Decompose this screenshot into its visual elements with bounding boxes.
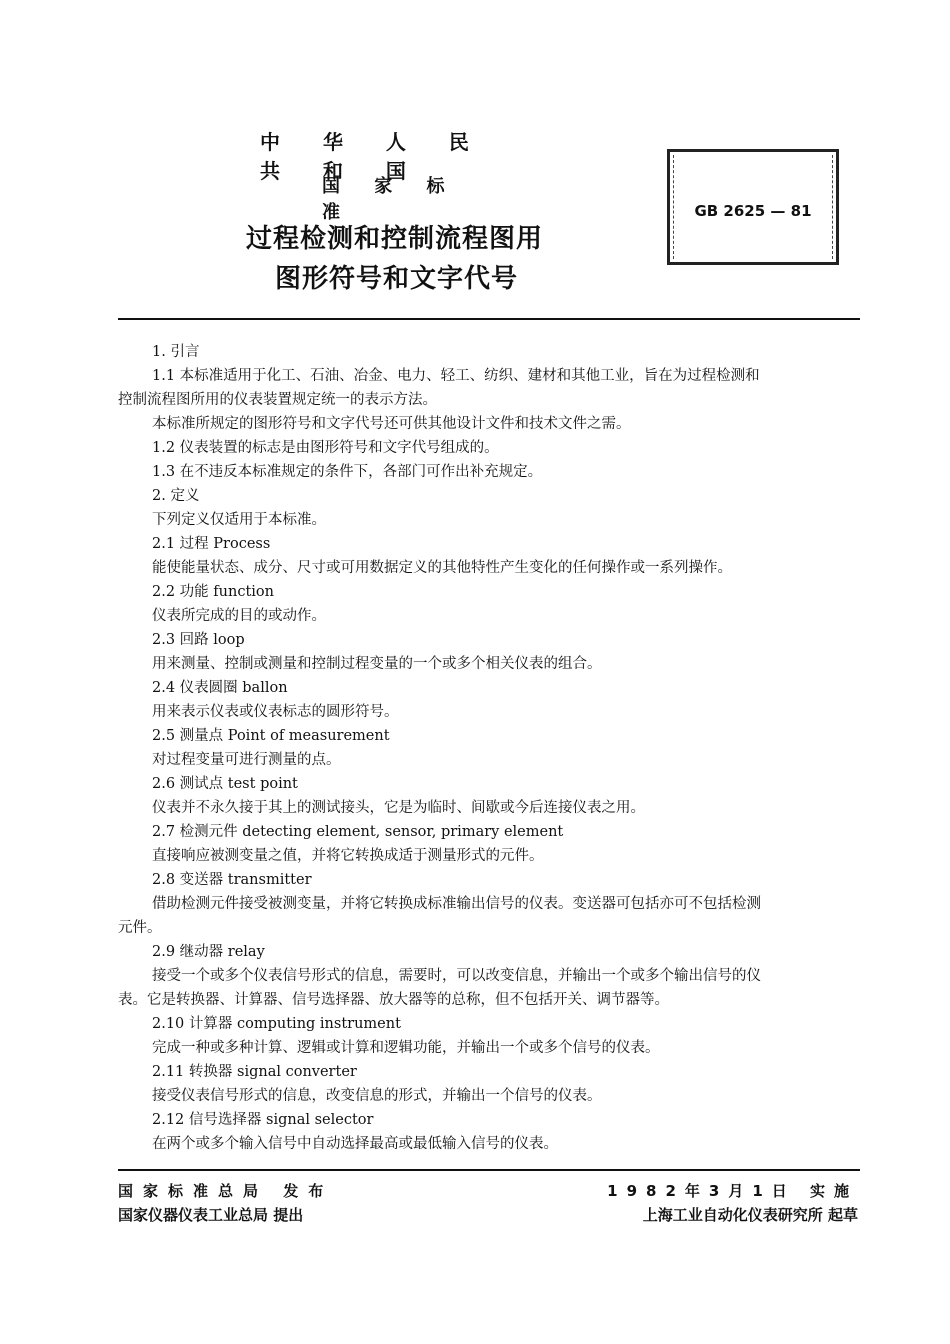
body-line: 用来测量、控制或测量和控制过程变量的一个或多个相关仪表的组合。 — [152, 656, 602, 672]
body-line: 1.3 在不违反本标准规定的条件下，各部门可作出补充规定。 — [152, 464, 543, 480]
body-line: 表。它是转换器、计算器、信号选择器、放大器等的总称，但不包括开关、调节器等。 — [118, 992, 669, 1008]
document-title-line2: 图形符号和文字代号 — [275, 264, 519, 294]
body-line: 2.12 信号选择器 signal selector — [152, 1112, 374, 1128]
body-line: 接受仪表信号形式的信息，改变信息的形式，并输出一个信号的仪表。 — [152, 1088, 602, 1104]
header-divider — [118, 318, 860, 320]
standard-code: GB 2625 — 81 — [694, 202, 812, 220]
body-line: 1.1 本标准适用于化工、石油、冶金、电力、轻工、纺织、建材和其他工业，旨在为过程检测和 — [152, 368, 760, 384]
body-line: 2.9 继动器 relay — [152, 944, 265, 960]
body-line: 2.11 转换器 signal converter — [152, 1064, 357, 1080]
body-line: 用来表示仪表或仪表标志的圆形符号。 — [152, 704, 399, 720]
body-line: 借助检测元件接受被测变量，并将它转换成标准输出信号的仪表。变送器可包括亦可不包括检测 — [152, 896, 761, 912]
body-line: 能使能量状态、成分、尺寸或可用数据定义的其他特性产生变化的任何操作或一系列操作。 — [152, 560, 732, 576]
body-line: 2.4 仪表圆圈 ballon — [152, 680, 288, 696]
standard-code-box — [667, 149, 839, 265]
body-line: 本标准所规定的图形符号和文字代号还可供其他设计文件和技术文件之需。 — [152, 416, 631, 432]
document-body — [118, 340, 862, 1156]
body-line: 对过程变量可进行测量的点。 — [152, 752, 341, 768]
body-line: 完成一种或多种计算、逻辑或计算和逻辑功能，并输出一个或多个信号的仪表。 — [152, 1040, 660, 1056]
body-line: 1. 引言 — [152, 344, 200, 360]
drafter: 上海工业自动化仪表研究所 起草 — [642, 1206, 858, 1224]
body-line: 2.7 检测元件 detecting element, sensor, primary element — [152, 824, 564, 840]
body-line: 元件。 — [118, 920, 162, 936]
body-line: 2.8 变送器 transmitter — [152, 872, 312, 888]
proposer: 国家仪器仪表工业总局 提出 — [118, 1206, 304, 1224]
country-name: 中 华 人 民 共 和 国 — [260, 130, 487, 183]
effective-date: 1982年3月1日 实施 — [607, 1182, 858, 1200]
body-line: 直接响应被测变量之值，并将它转换成适于测量形式的元件。 — [152, 848, 544, 864]
issuer: 国家标准总局 发布 — [118, 1182, 334, 1200]
body-line: 仪表并不永久接于其上的测试接头，它是为临时、间歇或今后连接仪表之用。 — [152, 800, 645, 816]
body-line: 控制流程图所用的仪表装置规定统一的表示方法。 — [118, 392, 437, 408]
body-line: 接受一个或多个仪表信号形式的信息，需要时，可以改变信息，并输出一个或多个输出信号的仪 — [152, 968, 761, 984]
body-line: 下列定义仅适用于本标准。 — [152, 512, 326, 528]
document-title-line1: 过程检测和控制流程图用 — [246, 224, 544, 254]
body-line: 仪表所完成的目的或动作。 — [152, 608, 326, 624]
body-line: 2.10 计算器 computing instrument — [152, 1016, 401, 1032]
body-line: 在两个或多个输入信号中自动选择最高或最低输入信号的仪表。 — [152, 1136, 558, 1152]
body-line: 2.1 过程 Process — [152, 536, 271, 552]
standard-type: 国 家 标 准 — [322, 176, 459, 223]
body-line: 2.2 功能 function — [152, 584, 274, 600]
body-line: 1.2 仪表装置的标志是由图形符号和文字代号组成的。 — [152, 440, 499, 456]
body-line: 2.5 测量点 Point of measurement — [152, 728, 390, 744]
body-line: 2.6 测试点 test point — [152, 776, 298, 792]
body-line: 2.3 回路 loop — [152, 632, 245, 648]
body-line: 2. 定义 — [152, 488, 200, 504]
footer-divider — [118, 1169, 860, 1171]
